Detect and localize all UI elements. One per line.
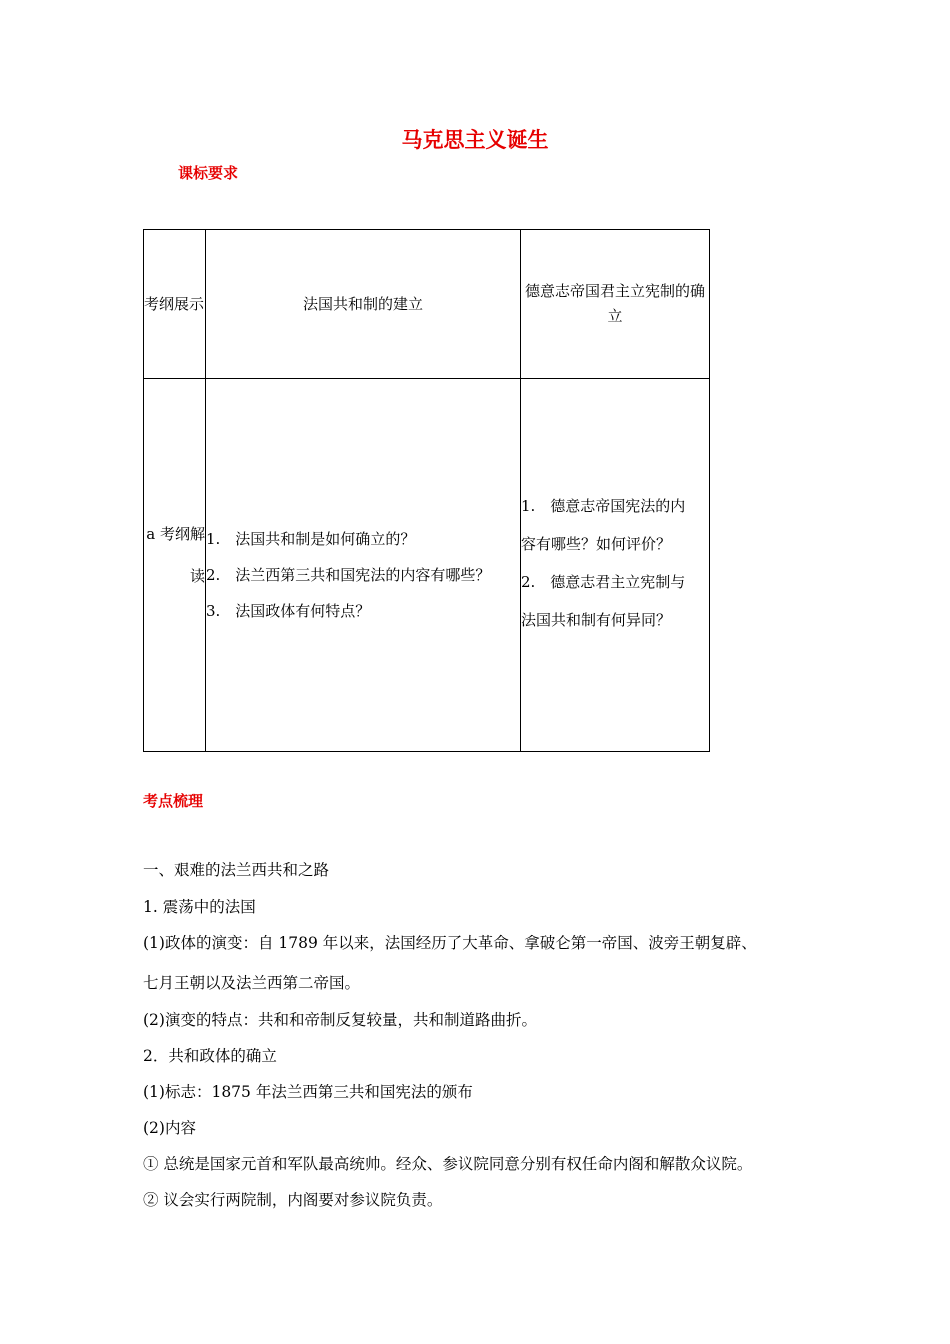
section-heading-curriculum: 课标要求 xyxy=(178,164,239,182)
list-item: 1. 德意志帝国宪法的内 xyxy=(521,497,686,515)
page-title: 马克思主义诞生 xyxy=(401,128,549,152)
paragraph: 七月王朝以及法兰西第二帝国。 xyxy=(143,974,361,992)
paragraph: ① 总统是国家元首和军队最高统帅。经众、参议院同意分别有权任命内阁和解散众议院。 xyxy=(143,1155,753,1173)
table-row xyxy=(144,379,710,752)
paragraph: (1)标志：1875 年法兰西第三共和国宪法的颁布 xyxy=(143,1083,473,1101)
heading-1: 一、艰难的法兰西共和之路 xyxy=(143,861,330,879)
paragraph: (2)演变的特点：共和和帝制反复较量，共和制道路曲折。 xyxy=(143,1011,537,1029)
paragraph: 2．共和政体的确立 xyxy=(143,1047,277,1065)
table-cell xyxy=(206,230,521,379)
cell-text: 法国共和制的建立 xyxy=(302,294,423,313)
list-item: 2. 德意志君主立宪制与 xyxy=(521,573,686,591)
list-item: 1. 法国共和制是如何确立的？ xyxy=(206,530,416,548)
list-item: 3. 法国政体有何特点？ xyxy=(206,602,371,620)
table-row xyxy=(144,230,710,379)
paragraph: ② 议会实行两院制，内阁要对参议院负责。 xyxy=(143,1191,443,1209)
cell-text: 德意志帝国君主立宪制的确立 xyxy=(525,282,706,325)
paragraph: 1. 震荡中的法国 xyxy=(143,898,256,916)
cell-text: 考纲展示 xyxy=(144,294,205,313)
paragraph: (2)内容 xyxy=(143,1119,196,1137)
section-heading-points: 考点梳理 xyxy=(143,792,204,810)
list-item: 容有哪些？如何评价？ xyxy=(521,535,672,553)
table-cell xyxy=(521,379,710,752)
cell-text: a 考纲解读 xyxy=(146,525,205,585)
list-item: 2. 法兰西第三共和国宪法的内容有哪些？ xyxy=(206,566,491,584)
paragraph: (1)政体的演变：自 1789 年以来，法国经历了大革命、拿破仑第一帝国、波旁王朝复辟、 xyxy=(143,934,757,952)
list-item: 法国共和制有何异同？ xyxy=(521,611,672,629)
table-cell xyxy=(144,230,206,379)
table-cell xyxy=(144,379,206,752)
outline-table xyxy=(143,229,710,752)
table-cell xyxy=(521,230,710,379)
table-cell xyxy=(206,379,521,752)
